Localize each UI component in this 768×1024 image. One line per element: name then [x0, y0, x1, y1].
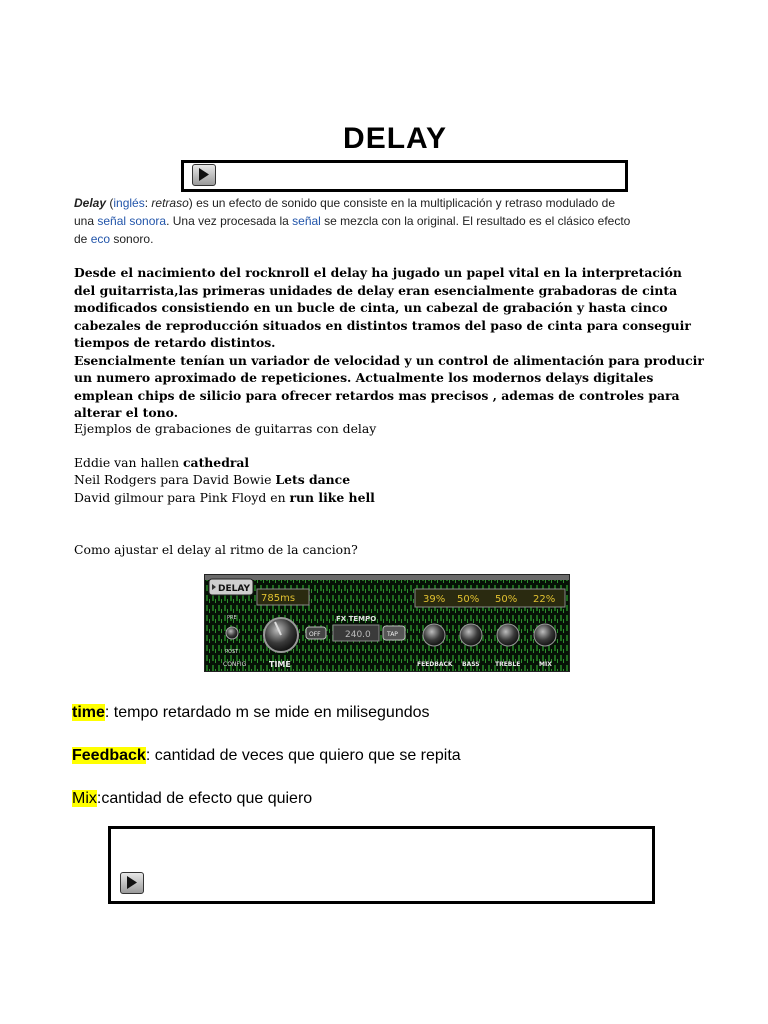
definition-feedback: Feedback: cantidad de veces que quiero que se repita	[72, 747, 461, 764]
link-senal-sonora[interactable]: señal sonora	[97, 214, 167, 228]
history-text-2: Esencialmente tenían un variador de velocidad y un control de alimentación para producir un numero aproximado de repeticiones. Actualmente los modernos delays digitales emplean chips de silicio para ofrecer retardos mas precisos , ademas de controles para alterar el tono.	[74, 352, 704, 420]
examples-heading: Ejemplos de grabaciones de guitarras con delay	[74, 421, 377, 436]
svg-text:50%: 50%	[457, 594, 480, 605]
example-item: David gilmour para Pink Floyd en run like hell	[74, 490, 375, 505]
play-button[interactable]	[120, 872, 144, 894]
svg-text:TREBLE: TREBLE	[495, 661, 521, 668]
svg-text:MIX: MIX	[539, 661, 552, 668]
time-display: 785ms	[261, 593, 296, 604]
example-item: Eddie van hallen cathedral	[74, 455, 250, 470]
term-feedback: Feedback	[72, 747, 146, 764]
svg-text:22%: 22%	[533, 594, 556, 605]
svg-text:CONFIG: CONFIG	[223, 661, 247, 668]
term-delay: Delay	[74, 196, 107, 210]
play-button[interactable]	[192, 164, 216, 186]
page-title: DELAY	[343, 122, 447, 155]
term-time: time	[72, 704, 105, 721]
definition-time: time: tempo retardado m se mide en milisegundos	[72, 704, 430, 721]
svg-text:BASS: BASS	[462, 661, 480, 668]
link-senal[interactable]: señal	[292, 214, 321, 228]
link-eco[interactable]: eco	[90, 232, 111, 246]
svg-text:FX TEMPO: FX TEMPO	[336, 615, 377, 623]
svg-text:FEEDBACK: FEEDBACK	[417, 661, 453, 668]
embedded-player[interactable]	[181, 160, 628, 192]
link-ingles[interactable]: inglés	[113, 196, 145, 210]
history-text-1: Desde el nacimiento del rocknroll el delay ha jugado un papel vital en la interpretación del guitarrista,las primeras unidades de delay eran esencialmente grabadoras de cinta modificados consistiendo en un bucle de cinta, un cabezal de grabación y hasta cinco cabezales de reproducción situados en distintos tramos del paso de cinta para conseguir tiempos de retardo distintos.	[74, 265, 691, 350]
pedal-name: DELAY	[218, 584, 250, 594]
question-text: Como ajustar el delay al ritmo de la cancion?	[74, 542, 358, 557]
svg-text:POST: POST	[225, 649, 239, 655]
embedded-player-bottom[interactable]	[108, 826, 655, 904]
example-item: Neil Rodgers para David Bowie Lets dance	[74, 472, 351, 487]
svg-text:39%: 39%	[423, 594, 446, 605]
svg-text:240.0: 240.0	[345, 630, 371, 640]
term-mix: Mix	[72, 790, 97, 807]
svg-text:50%: 50%	[495, 594, 518, 605]
definition-mix: Mix:cantidad de efecto que quiero	[72, 790, 313, 807]
svg-text:OFF: OFF	[309, 631, 321, 638]
delay-pedal-image	[204, 574, 570, 672]
history-paragraph	[74, 264, 704, 422]
svg-text:TAP: TAP	[387, 631, 398, 638]
svg-text:PRE: PRE	[227, 615, 237, 621]
svg-text:TIME: TIME	[269, 660, 291, 669]
definition-paragraph: Delay (inglés: retraso) es un efecto de sonido que consiste en la multiplicación y retraso modulado de una señal sonora. Una vez procesada la señal se mezcla con la original. El resultado es el clásico efecto de eco sonoro.	[74, 196, 631, 246]
